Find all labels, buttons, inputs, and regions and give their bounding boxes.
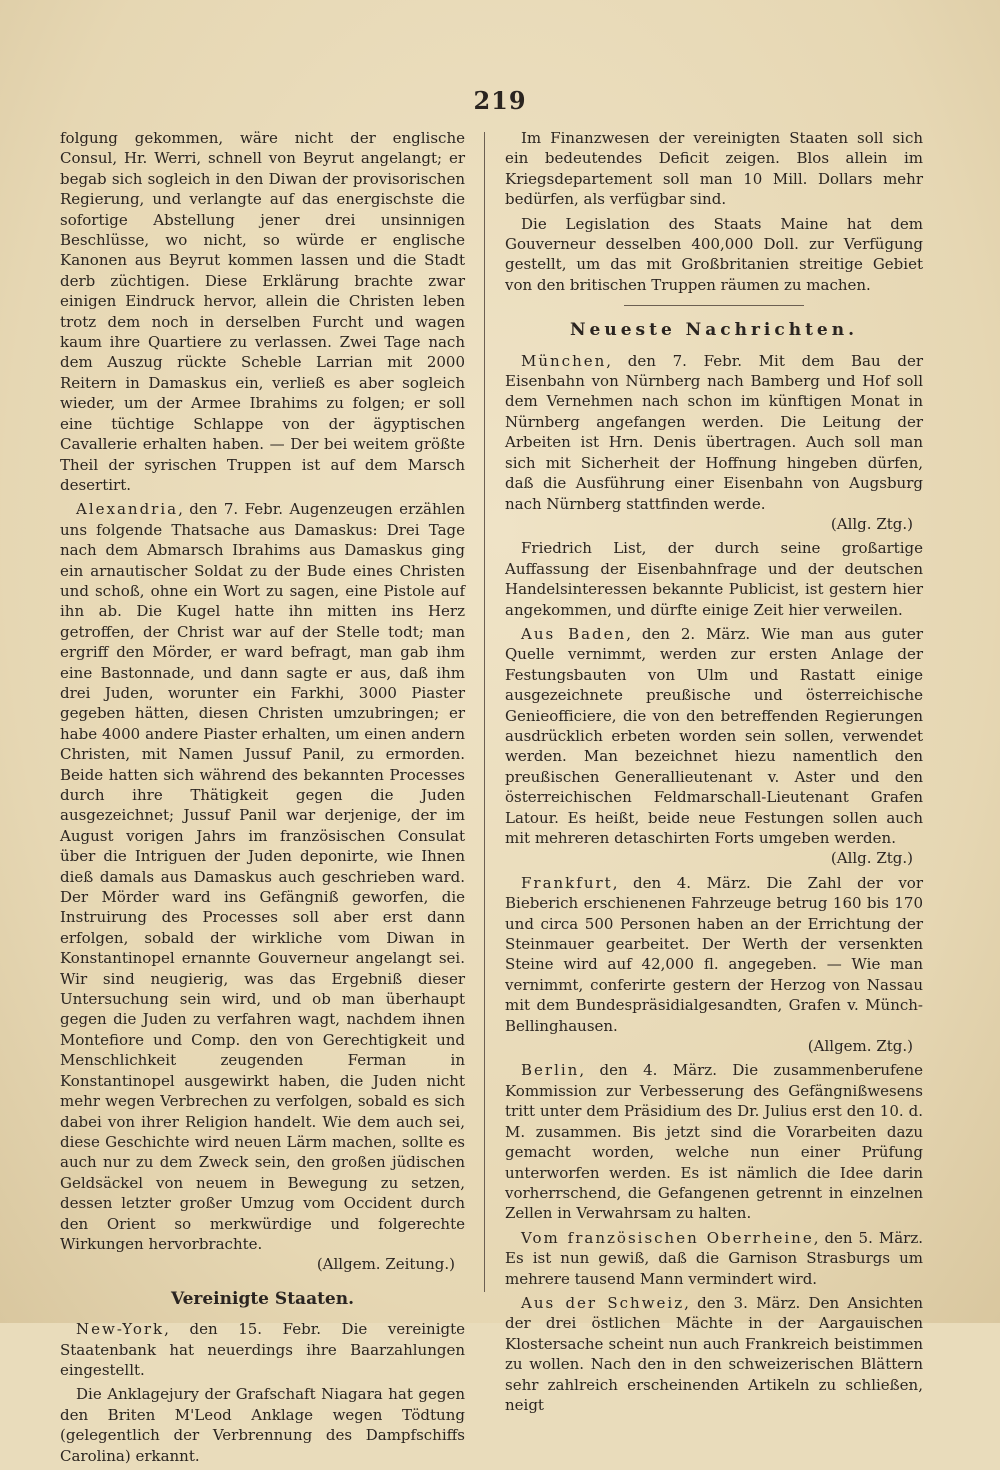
- dateline-place: Aus der Schweiz: [521, 1293, 685, 1312]
- article-paragraph: [505, 1228, 923, 1289]
- article-paragraph: [505, 1060, 923, 1223]
- column-divider: [484, 132, 485, 1292]
- article-paragraph: Die Anklagejury der Grafschaft Niagara hat gegen den Briten M'Leod Anklage wegen Tödtung (gelegentlich der Verbrennung des Dampfschiffs Carolina) erkannt.: [60, 1385, 465, 1465]
- dateline-place: Berlin: [521, 1061, 580, 1080]
- article-text: , den 4. März. Die zusammenberufene Kommission zur Verbesserung des Gefängnißwesens tritt unter dem Präsidium des Dr. Julius erst den 10. d. M. zusammen. Bis jetzt sind die Vorarbeiten dazu gemacht worden, welche nun einer Prüfung unterworfen werden. Es ist nämlich die Idee darin vorherrschend, die Gefangenen getrennt in einzelnen Zellen in Verwahrsam zu halten.: [505, 1061, 923, 1223]
- article-paragraph: Im Finanzwesen der vereinigten Staaten soll sich ein bedeutendes Deficit zeigen. Blos allein im Kriegsdepartement soll man 10 Mill. Dollars mehr bedürfen, als verfügbar sind.: [505, 129, 923, 209]
- article-text: , den 15. Febr. Die vereinigte Staatenbank hat neuerdings ihre Baarzahlungen eingestellt.: [60, 1320, 465, 1379]
- article-paragraph: [505, 873, 923, 1057]
- source-citation: (Allg. Ztg.): [830, 849, 913, 868]
- article-text: , den 2. März. Wie man aus guter Quelle vernimmt, werden zur ersten Anlage der Festungsbauten von Ulm und Rastatt einige ausgezeichnete preußische und österreichische Genieofficiere, die von den betreffenden Regierungen ausdrücklich erbeten worden sein sollen, verwendet werden. Man bezeichnet hiezu namentlich den preußischen Generallieutenant v. Aster und den österreichischen Feldmarschall-Lieutenant Grafen Latour. Es heißt, beide neue Festungen sollen auch mit mehreren detaschirten Forts umgeben werden.: [505, 624, 923, 847]
- article-paragraph: [505, 1293, 923, 1415]
- section-heading: Vereinigte Staaten.: [170, 1288, 355, 1309]
- article-text: , den 7. Febr. Mit dem Bau der Eisenbahn von Nürnberg nach Bamberg und Hof soll dem Vernehmen nach schon im künftigen Monat in Nürnberg angefangen werden. Die Leitung der Arbeiten ist Hrn. Denis übertragen. Auch soll man sich mit Sicherheit der Hoffnung hingeben dürfen, daß die Ausführung einer Eisenbahn von Augsburg nach Nürnberg stattfinden werde.: [505, 351, 923, 513]
- divider-line: [624, 305, 804, 306]
- article-paragraph: [60, 1319, 465, 1380]
- dateline-place: Frankfurt: [521, 873, 613, 892]
- article-paragraph: [505, 351, 923, 535]
- section-heading: Neueste Nachrichten.: [569, 320, 859, 341]
- dateline-place: Aus Baden: [521, 624, 627, 643]
- article-text: , den 5. März. Es ist nun gewiß, daß die Garnison Strasburgs um mehrere tausend Mann vermindert wird.: [505, 1228, 923, 1288]
- article-text: , den 3. März. Den Ansichten der drei östlichen Mächte in der Aargauischen Klostersache scheint nun auch Frankreich beistimmen zu wollen. Nach den in den schweizerischen Blättern sehr zahlreich erscheinenden Artikeln zu schließen, neigt: [505, 1293, 923, 1414]
- dateline-place: New-York: [76, 1320, 165, 1339]
- source-citation: (Allgem. Zeitung.): [316, 1255, 455, 1274]
- source-citation: (Allg. Ztg.): [830, 514, 913, 533]
- right-column: [505, 128, 923, 1419]
- article-paragraph: [505, 624, 923, 869]
- source-citation: (Allgem. Ztg.): [807, 1037, 913, 1056]
- article-text: , den 7. Febr. Augenzeugen erzählen uns folgende Thatsache aus Damaskus: Drei Tage nach dem Abmarsch Ibrahims aus Damaskus ging ein arnautischer Soldat zu der Bude eines Christen und schoß, ohne ein Wort zu sagen, eine Pistole auf ihn ab. Die Kugel hatte ihn mitten ins Herz getroffen, der Christ war auf der Stelle todt; man ergriff den Mörder, er ward befragt, man gab ihm eine Bastonnade, und dann sagte er aus, daß ihm drei Juden, worunter ein Farkhi, 3000 Piaster gegeben hätten, diesen Christen umzubringen; er habe 4000 andere Piaster erhalten, um einen andern Christen, mit Namen Jussuf Panil, zu ermorden. Beide hatten sich während des bekannten Processes durch ihre Thätigkeit gegen die Juden ausgezeichnet; Jussuf Panil war derjenige, der im August vorigen Jahrs im französischen Consulat über die Intriguen der Juden deponirte, wie Ihnen dieß damals aus Damaskus auch geschrieben ward. Der Mörder ward ins Gefängniß geworfen, die Instruirung des Processes soll aber erst dann erfolgen, sobald der wirkliche vom Diwan in Konstantinopel ernannte Gouverneur angelangt sei. Wir sind neugierig, was das Ergebniß dieser Untersuchung sein wird, und ob man überhaupt gegen die Juden zu verfahren wagt, nachdem ihnen Montefiore und Comp. den von Gerechtigkeit und Menschlichkeit zeugenden Ferman in Konstantinopel ausgewirkt haben, die Juden nicht mehr wegen Verbrechen zu verfolgen, sobald es sich dabei von ihrer Religion handelt. Wie dem auch sei, diese Geschichte wird neuen Lärm machen, sollte es auch nur zu dem Zweck sein, den großen jüdischen Geldsäckel von neuem in Bewegung zu setzen, dessen letzter großer Umzug vom Occident durch den Orient so merkwürdige und folgerechte Wirkungen hervorbrachte.: [60, 500, 465, 1253]
- article-paragraph: Friedrich List, der durch seine großartige Auffassung der Eisenbahnfrage und der deutschen Handelsinteressen bekannte Publicist, ist gestern hier angekommen, und dürfte einige Zeit hier verweilen.: [505, 539, 923, 619]
- left-column: [60, 128, 465, 1470]
- page-number: 219: [473, 86, 527, 115]
- dateline-place: München: [521, 351, 607, 370]
- article-text: , den 4. März. Die Zahl der vor Bieberich erschienenen Fahrzeuge betrug 160 bis 170 und circa 500 Personen haben an der Errichtung der Steinmauer gearbeitet. Der Werth der versenkten Steine wird auf 42,000 fl. angegeben. — Wie man vernimmt, conferirte gestern der Herzog von Nassau mit dem Bundespräsidialgesandten, Grafen v. Münch-Bellinghausen.: [505, 873, 923, 1035]
- article-paragraph: folgung gekommen, wäre nicht der englische Consul, Hr. Werri, schnell von Beyrut angelangt; er begab sich sogleich in den Diwan der provisorischen Regierung, und verlangte auf das energischste die sofortige Abstellung jener drei unsinnigen Beschlüsse, wo nicht, so würde er englische Kanonen aus Beyrut kommen lassen und die Stadt derb züchtigen. Diese Erklärung brachte zwar einigen Eindruck hervor, allein die Christen leben trotz dem noch in derselben Furcht und wagen kaum ihre Quartiere zu verlassen. Zwei Tage nach dem Auszug rückte Scheble Larrian mit 2000 Reitern in Damaskus ein, verließ es aber sogleich wieder, um der Armee Ibrahims zu folgen; er soll eine tüchtige Schlappe von der ägyptischen Cavallerie erhalten haben. — Der bei weitem größte Theil der syrischen Truppen ist auf dem Marsch desertirt.: [60, 129, 465, 494]
- article-paragraph: Die Legislation des Staats Maine hat dem Gouverneur desselben 400,000 Doll. zur Verfügung gestellt, um das mit Großbritanien streitige Gebiet von den britischen Truppen räumen zu machen.: [505, 214, 923, 294]
- dateline-place: Vom französischen Oberrheine: [521, 1228, 814, 1247]
- article-paragraph: [60, 499, 465, 1274]
- dateline-place: Alexandria: [76, 500, 179, 519]
